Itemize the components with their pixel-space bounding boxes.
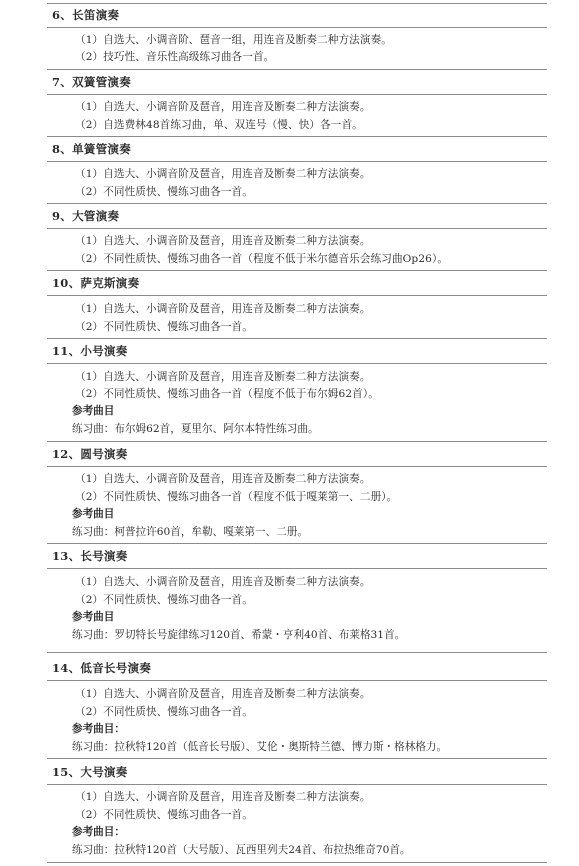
section-rule bbox=[47, 295, 547, 296]
reference-title: 参考曲目 bbox=[72, 611, 115, 623]
section-heading: 14、低音长号演奏 bbox=[52, 661, 152, 675]
list-item: （1）自选大、小调音阶及琶音，用连音及断奏二种方法演奏。 bbox=[75, 235, 371, 247]
list-item: （1）自选大、小调音阶及琶音，用连音及断奏二种方法演奏。 bbox=[75, 473, 371, 485]
section-rule bbox=[47, 270, 547, 271]
list-item: （1）自选大、小调音阶、琶音一组，用连音及断奏二种方法演奏。 bbox=[75, 34, 392, 46]
section-heading: 7、双簧管演奏 bbox=[52, 75, 132, 89]
list-item: （2）不同性质快、慢练习曲各一首（程度不低于嘎莱第一、二册）。 bbox=[75, 491, 398, 503]
section-heading: 13、长号演奏 bbox=[52, 549, 128, 563]
list-item: （2）技巧性、音乐性高级练习曲各一首。 bbox=[75, 51, 275, 63]
section-rule bbox=[47, 69, 547, 70]
list-item: （1）自选大、小调音阶及琶音，用连音及断奏二种方法演奏。 bbox=[75, 168, 371, 180]
section-rule bbox=[47, 94, 547, 95]
list-item: （2）不同性质快、慢练习曲各一首。 bbox=[75, 186, 253, 198]
reference-text: 练习曲：拉秋特120首（大号版）、瓦西里列夫24首、布拉热维奇70首。 bbox=[72, 844, 411, 856]
section-heading: 10、萨克斯演奏 bbox=[52, 276, 140, 290]
reference-title: 参考曲目： bbox=[72, 723, 125, 735]
section-rule bbox=[47, 862, 547, 863]
section-rule bbox=[47, 784, 547, 785]
reference-text: 练习曲：布尔姆62首，夏里尔、阿尔本特性练习曲。 bbox=[72, 423, 319, 435]
section-rule bbox=[47, 568, 547, 569]
section-rule bbox=[47, 27, 547, 28]
list-item: （1）自选大、小调音阶及琶音，用连音及断奏二种方法演奏。 bbox=[75, 371, 371, 383]
section-rule bbox=[47, 680, 547, 681]
section-heading: 11、小号演奏 bbox=[52, 344, 128, 358]
list-item: （1）自选大、小调音阶及琶音，用连音及断奏二种方法演奏。 bbox=[75, 576, 371, 588]
list-item: （2）不同性质快、慢练习曲各一首。 bbox=[75, 594, 253, 606]
list-item: （1）自选大、小调音阶及琶音，用连音及断奏二种方法演奏。 bbox=[75, 791, 371, 803]
section-rule bbox=[47, 652, 547, 653]
section-rule bbox=[47, 136, 547, 137]
reference-text: 练习曲：柯普拉许60首，牟勒、嘎莱第一、二册。 bbox=[72, 526, 308, 538]
reference-title: 参考曲目： bbox=[72, 826, 125, 838]
section-rule bbox=[47, 543, 547, 544]
list-item: （2）不同性质快、慢练习曲各一首（程度不低于布尔姆62首）。 bbox=[75, 388, 379, 400]
list-item: （2）不同性质快、慢练习曲各一首（程度不低于米尔德音乐会练习曲Op26）。 bbox=[75, 253, 449, 265]
list-item: （2）不同性质快、慢练习曲各一首。 bbox=[75, 706, 253, 718]
list-item: （1）自选大、小调音阶及琶音，用连音及断奏二种方法演奏。 bbox=[75, 101, 371, 113]
reference-text: 练习曲：罗切特长号旋律练习120首、希蒙・亨利40首、布莱格31首。 bbox=[72, 629, 406, 641]
section-heading: 8、单簧管演奏 bbox=[52, 142, 132, 156]
section-rule bbox=[47, 3, 547, 4]
section-rule bbox=[47, 466, 547, 467]
list-item: （2）不同性质快、慢练习曲各一首。 bbox=[75, 809, 253, 821]
list-item: （1）自选大、小调音阶及琶音，用连音及断奏二种方法演奏。 bbox=[75, 303, 371, 315]
section-rule bbox=[47, 228, 547, 229]
section-rule bbox=[47, 203, 547, 204]
list-item: （2）自选费林48首练习曲，单、双连号（慢、快）各一首。 bbox=[75, 119, 363, 131]
list-item: （1）自选大、小调音阶及琶音，用连音及断奏二种方法演奏。 bbox=[75, 688, 371, 700]
reference-title: 参考曲目 bbox=[72, 508, 115, 520]
section-heading: 6、长笛演奏 bbox=[52, 8, 120, 22]
section-rule bbox=[47, 161, 547, 162]
section-heading: 12、圆号演奏 bbox=[52, 447, 128, 461]
section-rule bbox=[47, 338, 547, 339]
list-item: （2）不同性质快、慢练习曲各一首。 bbox=[75, 321, 253, 333]
reference-text: 练习曲：拉秋特120首（低音长号版）、艾伦・奥斯特兰德、博力斯・格林格力。 bbox=[72, 741, 448, 753]
section-rule bbox=[47, 441, 547, 442]
section-heading: 9、大管演奏 bbox=[52, 209, 120, 223]
section-rule bbox=[47, 363, 547, 364]
section-heading: 15、大号演奏 bbox=[52, 765, 128, 779]
reference-title: 参考曲目 bbox=[72, 405, 115, 417]
section-rule bbox=[47, 758, 547, 759]
